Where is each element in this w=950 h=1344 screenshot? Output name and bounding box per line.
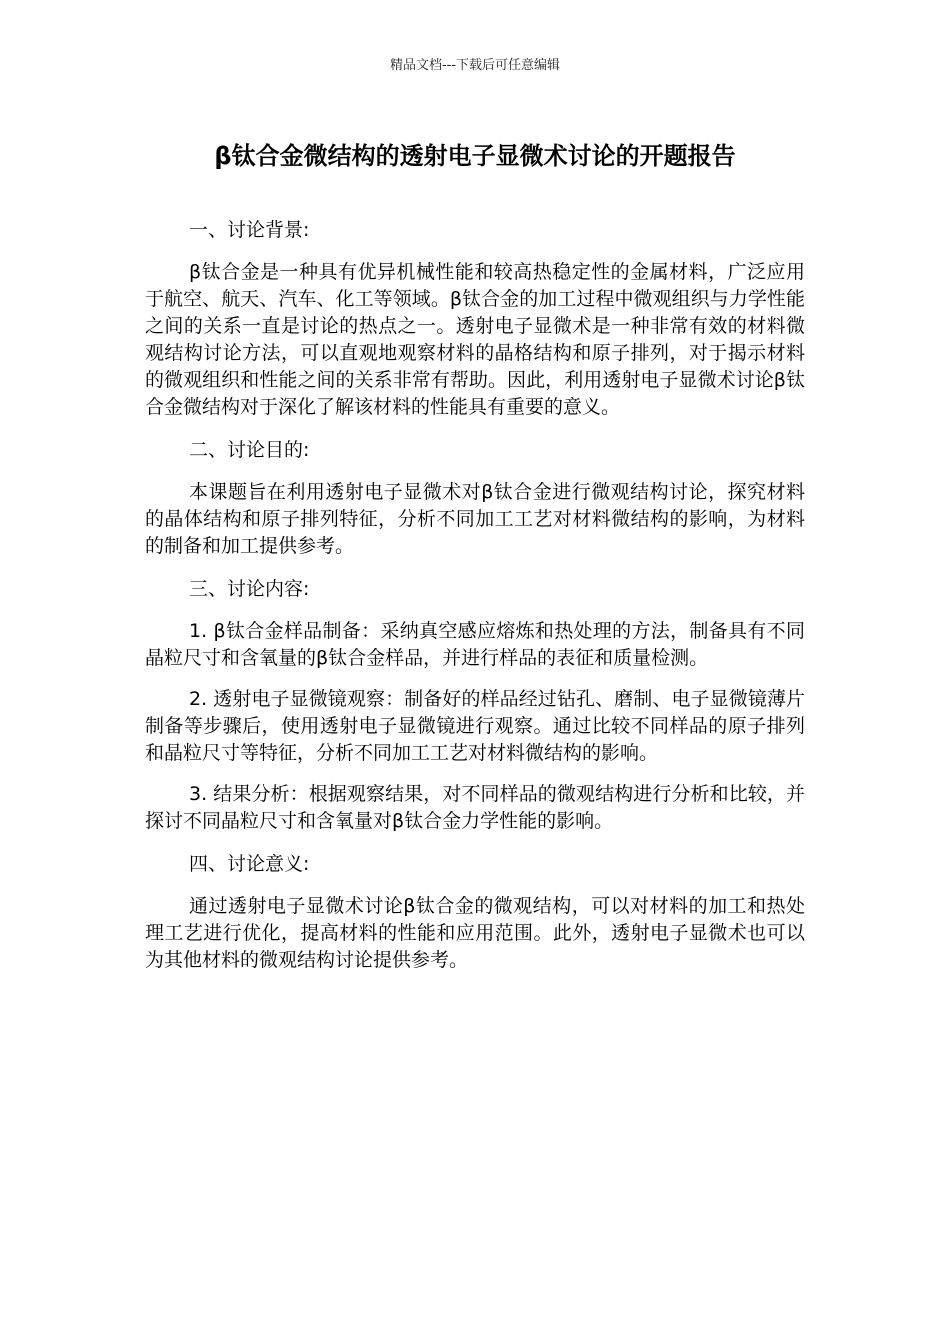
page-header: 精品文档---下载后可任意编辑 [389, 58, 561, 73]
document-body [145, 215, 805, 988]
paragraph: β钛合金是一种具有优异机械性能和较高热稳定性的金属材料，广泛应用于航空、航天、汽车、化工等领域。β钛合金的加工过程中微观组织与力学性能之间的关系一直是讨论的热点之一。透射电子显微术是一种非常有效的材料微观结构讨论方法，可以直观地观察材料的晶格结构和原子排列，对于揭示材料的微观组织和性能之间的关系非常有帮助。因此，利用透射电子显微术讨论β钛合金微结构对于深化了解该材料的性能具有重要的意义。 [145, 261, 805, 418]
section-significance [145, 849, 805, 974]
section-purpose [145, 435, 805, 560]
paragraph: 2. 透射电子显微镜观察：制备好的样品经过钻孔、磨制、电子显微镜薄片制备等步骤后，使用透射电子显微镜进行观察。通过比较不同样品的原子排列和晶粒尺寸等特征，分析不同加工工艺对材料微结构的影响。 [145, 688, 805, 764]
section-content [145, 574, 805, 835]
section-background [145, 215, 805, 421]
section-heading: 一、讨论背景: [189, 219, 310, 241]
document-title: β钛合金微结构的透射电子显微术讨论的开题报告 [214, 142, 736, 170]
paragraph: 通过透射电子显微术讨论β钛合金的微观结构，可以对材料的加工和热处理工艺进行优化，提高材料的性能和应用范围。此外，透射电子显微术也可以为其他材料的微观结构讨论提供参考。 [145, 895, 805, 971]
paragraph: 本课题旨在利用透射电子显微术对β钛合金进行微观结构讨论，探究材料的晶体结构和原子排列特征，分析不同加工工艺对材料微结构的影响，为材料的制备和加工提供参考。 [145, 481, 805, 557]
section-heading: 二、讨论目的: [189, 439, 310, 461]
section-heading: 四、讨论意义: [189, 853, 310, 875]
paragraph: 3. 结果分析：根据观察结果，对不同样品的微观结构进行分析和比较，并探讨不同晶粒尺寸和含氧量对β钛合金力学性能的影响。 [145, 783, 805, 832]
section-heading: 三、讨论内容: [189, 578, 310, 600]
paragraph: 1. β钛合金样品制备：采纳真空感应熔炼和热处理的方法，制备具有不同晶粒尺寸和含氧量的β钛合金样品，并进行样品的表征和质量检测。 [145, 620, 805, 669]
